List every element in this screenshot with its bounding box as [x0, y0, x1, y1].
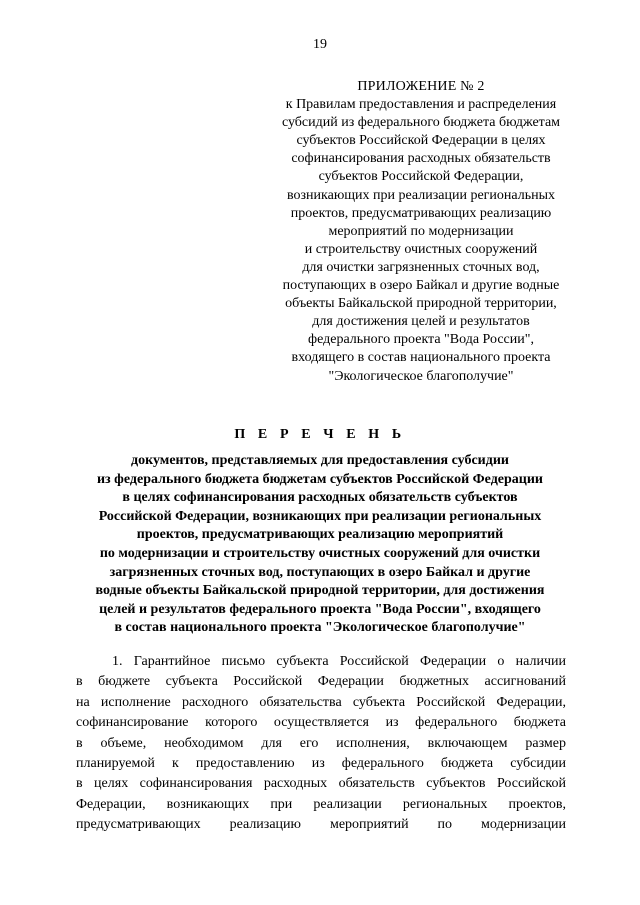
body-line: на исполнение расходного обязательства субъекта Российской Федерации,	[76, 694, 566, 710]
subheading-line: документов, представляемых для предоставления субсидии	[131, 453, 509, 468]
appendix-line: "Экологическое благополучие"	[328, 368, 514, 384]
appendix-line: и строительству очистных сооружений	[304, 241, 538, 257]
appendix-line: объекты Байкальской природной территории,	[285, 296, 557, 312]
appendix-line: субсидий из федерального бюджета бюджетам	[281, 115, 561, 131]
appendix-line: поступающих в озеро Байкал и другие водные	[282, 278, 560, 294]
body-line: в целях софинансирования расходных обязательств субъектов Российской	[76, 776, 566, 792]
subheading-line: в целях софинансирования расходных обязательств субъектов	[122, 490, 518, 506]
body-line: софинансирование которого осуществляется из федерального бюджета	[76, 715, 566, 731]
appendix-line: мероприятий по модернизации	[328, 223, 514, 239]
document-heading: П Е Р Е Ч Е Н Ь	[234, 427, 406, 442]
page-number: 19	[313, 37, 327, 52]
appendix-line: к Правилам предоставления и распределения	[285, 97, 557, 113]
subheading-line: целей и результатов федерального проекта "Вода России", входящего	[99, 601, 541, 617]
appendix-line: проектов, предусматривающих реализацию	[290, 205, 552, 221]
appendix-line: софинансирования расходных обязательств	[291, 151, 551, 167]
appendix-line: для достижения целей и результатов	[312, 314, 530, 330]
body-line: планируемой к предоставлению из федерального бюджета субсидии	[76, 756, 566, 772]
appendix-line: возникающих при реализации региональных	[286, 187, 556, 203]
subheading-line: по модернизации и строительству очистных сооружений для очистки	[99, 545, 541, 561]
body-line: Федерации, возникающих при реализации региональных проектов,	[76, 796, 566, 812]
subheading-line: из федерального бюджета бюджетам субъектов Российской Федерации	[96, 471, 543, 487]
appendix-line: субъектов Российской Федерации в целях	[296, 133, 546, 149]
subheading-line: в состав национального проекта "Экологическое благополучие"	[114, 620, 526, 636]
body-paragraph	[76, 652, 566, 836]
subheading-line: загрязненных сточных вод, поступающих в озеро Байкал и другие	[109, 564, 531, 580]
appendix-line: федерального проекта "Вода России",	[308, 332, 534, 348]
appendix-line: для очистки загрязненных сточных вод,	[302, 259, 540, 275]
body-line: предусматривающих реализацию мероприятий по модернизации	[76, 817, 566, 833]
subheading-line: проектов, предусматривающих реализацию мероприятий	[136, 527, 504, 543]
body-line: в бюджете субъекта Российской Федерации бюджетных ассигнований	[76, 674, 566, 690]
appendix-line: входящего в состав национального проекта	[291, 350, 551, 366]
appendix-block	[246, 78, 596, 386]
subheading-line: водные объекты Байкальской природной территории, для достижения	[95, 583, 545, 599]
body-line: 1. Гарантийное письмо субъекта Российской Федерации о наличии	[112, 654, 566, 669]
appendix-title: ПРИЛОЖЕНИЕ № 2	[357, 79, 485, 94]
body-line: в объеме, необходимом для его исполнения, включающем размер	[76, 735, 566, 751]
appendix-line: субъектов Российской Федерации,	[318, 169, 524, 185]
subheading-line: Российской Федерации, возникающих при реализации региональных	[98, 508, 542, 524]
document-subheading	[60, 452, 580, 638]
